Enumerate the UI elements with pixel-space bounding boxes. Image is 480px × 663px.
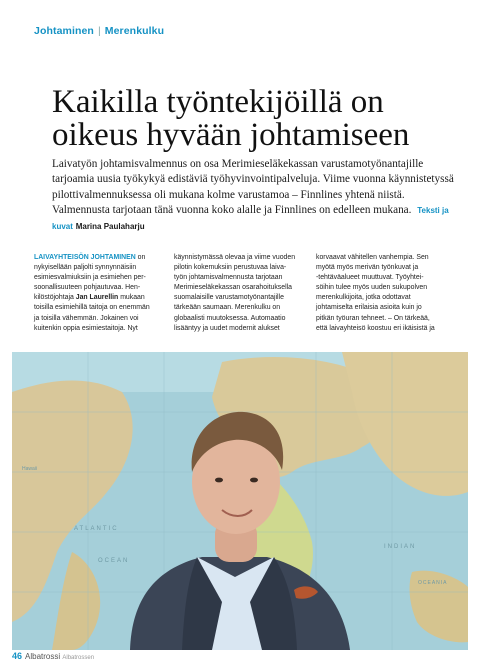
map-label: ATLANTIC (74, 526, 119, 532)
body-line: tärkeään saumaan. Merenkulku on (174, 304, 281, 312)
headline-line-1: Kaikilla työntekijöillä on (52, 84, 384, 120)
kicker-separator: | (97, 25, 101, 37)
lead-text: Laivatyön johtamisvalmennus on osa Merimieseläkekassan varustamotyönantajille tarjoamia uusia työkykyä edistäviä työhyvinvointipalveluja. Viime vuonna käynnistetyssä pilottivalmennuksessa oli mukana kolme varustamoa – Finnlines yhtenä niistä. Valmennusta tarjotaan tänä vuonna koko alalle ja Finnlines on edelleen mukana. (52, 158, 454, 217)
drop-cap-lead: LAIVAYHTEISÖN JOHTAMINEN (34, 254, 136, 261)
body-line: LAIVAYHTEISÖN JOHTAMINEN on (34, 254, 146, 261)
body-line: merenkulkijoita, jotka odottavat (316, 294, 411, 302)
map-label: OCEAN (98, 558, 130, 564)
kicker-section[interactable]: Johtaminen (34, 25, 94, 37)
body-line: -tehtäväalueet muuttuvat. Työyhtei- (316, 274, 424, 282)
body-line: kuitenkin oppia esimiestaitoja. Nyt (34, 324, 138, 332)
body-line: työn johtamisvalmennusta tarjotaan (174, 274, 283, 282)
section-kicker (34, 25, 164, 37)
body-line: korvaavat vähitellen vanhempia. Sen (316, 254, 429, 261)
map-label: OCEANIA (418, 580, 448, 586)
credit-name: Marina Paulaharju (75, 221, 145, 231)
map-label: Hawaii (22, 466, 38, 472)
body-line: globaalisti muutoksessa. Automaatio (174, 314, 286, 322)
person-eye-right (250, 478, 258, 483)
body-line: suomalaisille varustamotyönantajille (174, 294, 284, 302)
body-line: käynnistymässä olevaa ja viime vuoden (174, 254, 296, 261)
body-line: Merimieseläkekassan osarahoituksella (174, 284, 292, 292)
credit-label: Teksti ja kuvat (52, 206, 449, 231)
article-lead (52, 157, 462, 234)
body-line: myötä myös merivän työnkuvat ja (316, 264, 419, 272)
body-line: söihin tulee myös uuden sukupolven (316, 284, 428, 292)
portrait-illustration (12, 352, 468, 650)
magazine-name: Albatrossi (25, 652, 61, 661)
body-line: että laivayhteisö koostuu eri ikäisistä ja (316, 324, 435, 332)
headline-line-2: oikeus hyvään johtamiseen (52, 117, 410, 153)
page-number: 46 (12, 651, 23, 661)
article-headline (52, 86, 462, 152)
magazine-name-secondary: Albatrossen (62, 655, 95, 661)
body-line: pitkän työuran tehneet. – On tärkeää, (316, 314, 430, 322)
portrait-photo (12, 352, 468, 650)
body-column-3 (316, 253, 444, 334)
body-line: nykyisellään paljolti synnynnäisiin (34, 264, 137, 272)
body-line: ja toisilla vähemmän. Jokainen voi (34, 314, 139, 322)
body-line: esimiesvalmiuksiin ja esimiehen per- (34, 274, 146, 282)
body-line: pilotin kokemuksiin perustuvaa laiva- (174, 264, 287, 272)
body-line: toisilla esimiehillä taitoja on enemmän (34, 304, 150, 312)
body-line: kilöstöjohtaja Jan Laurellin mukaan (34, 294, 145, 302)
body-line: soonallisuuteen pohjautuvaa. Hen- (34, 284, 141, 292)
kicker-topic[interactable]: Merenkulku (104, 25, 165, 37)
person-eye-left (215, 478, 223, 483)
body-line: lisääntyy ja uudet modernit alukset (174, 324, 280, 332)
body-line: johtamiselta erilaisia asioita kuin jo (316, 304, 422, 312)
person-name: Jan Laurellin (75, 294, 119, 302)
page-footer (12, 651, 94, 663)
body-column-1 (34, 253, 162, 334)
body-column-2 (174, 253, 302, 334)
map-label: INDIAN (384, 544, 417, 550)
